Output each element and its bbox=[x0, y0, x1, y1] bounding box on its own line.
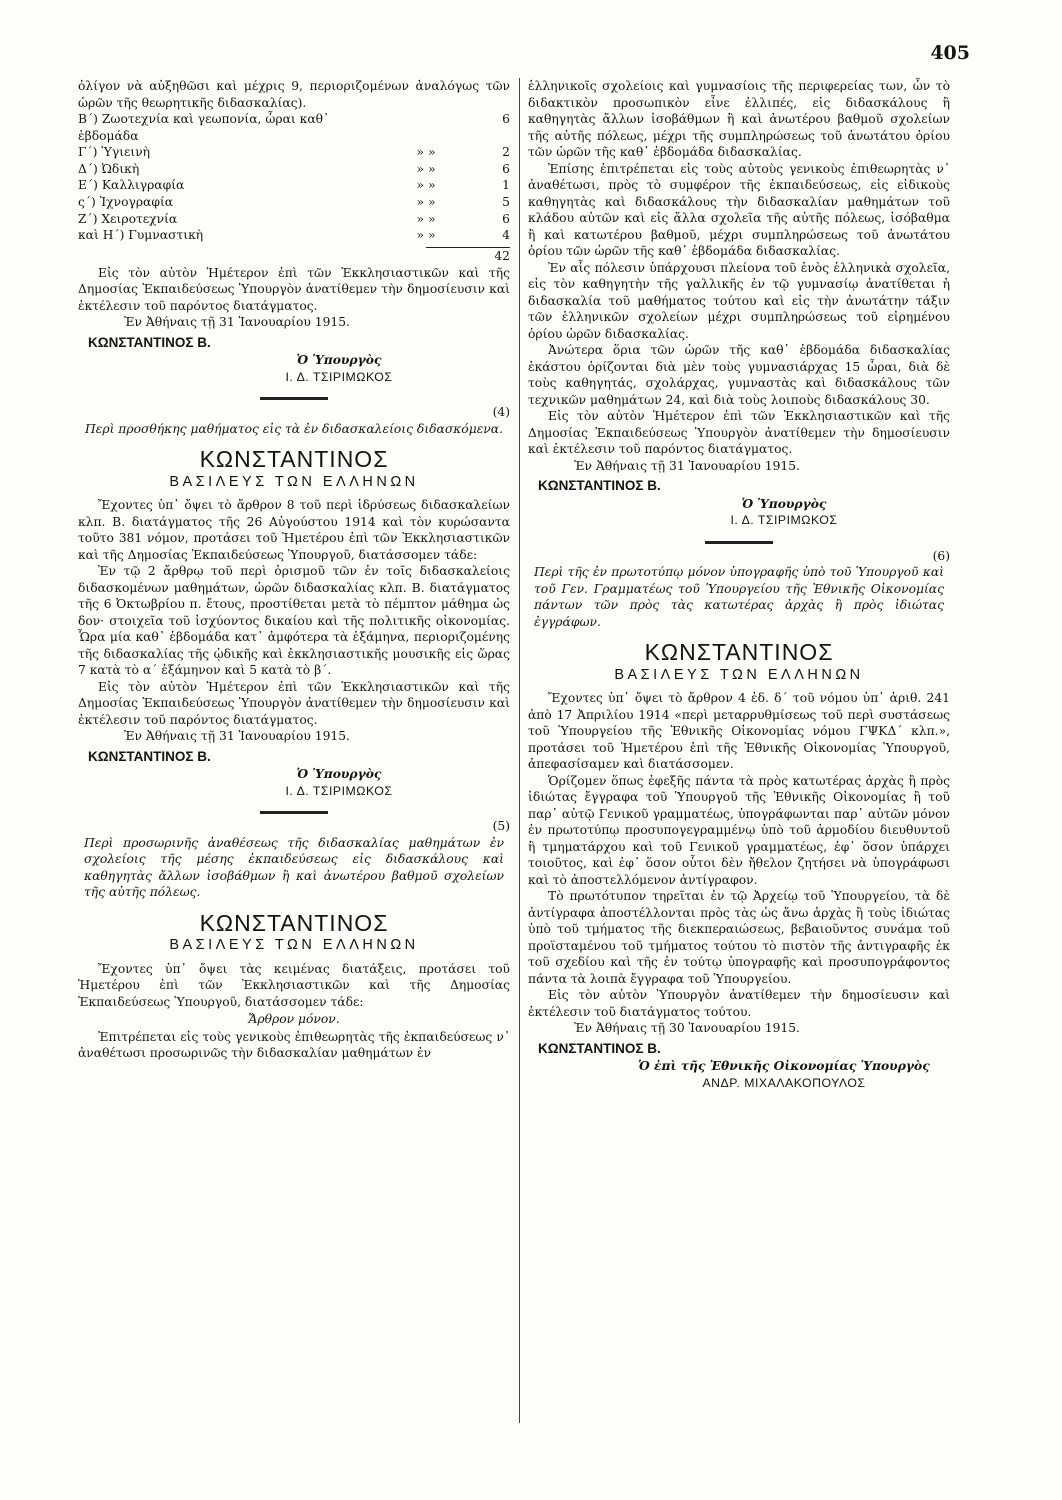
section-divider bbox=[260, 811, 328, 814]
decree-body: Ἀνώτερα ὅρια τῶν ὡρῶν τῆς καθ᾿ ἑβδομάδα διδασκαλίας ἑκάστου ὁρίζονται διὰ μὲν τοὺς γυμνασιάρχας 15 ὧραι, διὰ δὲ τοὺς καθηγητάς, σχολάρχας, γυμναστὰς καὶ διδασκάλους τῶν τεχνικῶν μαθημάτων 24, καὶ διὰ τοὺς λοιποὺς διδασκάλους 30. bbox=[528, 343, 950, 407]
decree-preamble: Ἔχοντες ὑπ᾿ ὄψει τὰς κειμένας διατάξεις, προτάσει τοῦ Ἡμετέρου ἐπὶ τῶν Ἐκκλησιαστικῶν καὶ τῆς Δημοσίας Ἐκπαιδεύσεως Ὑπουργοῦ, διατάσσομεν τάδε: bbox=[78, 961, 510, 1009]
decree-preamble: Ἔχοντες ὑπ᾿ ὄψει τὸ ἄρθρον 4 ἐδ. δ΄ τοῦ νόμου ὑπ᾿ ἀριθ. 241 ἀπὸ 17 Ἀπριλίου 1914 «περὶ μεταρρυθμίσεως τοῦ περὶ συστάσεως τοῦ Ὑπουργείου τῆς Ἐθνικῆς Οἰκονομίας νόμου ΓΨΚΔ΄ κλπ.», προτάσει τοῦ Ἡμετέρου ἐπὶ τῆς Ἐθνικῆς Οἰκονομίας Ὑπουργοῦ, ἀπεφασίσαμεν καὶ διατάσσομεν. bbox=[528, 691, 950, 771]
column-divider bbox=[519, 78, 520, 1423]
decree-body: ἑλληνικοῖς σχολείοις καὶ γυμνασίοις τῆς περιφερείας των, ὧν τὸ διδακτικὸν προσωπικὸν εἶνε ἐλλιπές, εἰς διδασκάλους ἢ καθηγητὰς ἄλλων ἰσοβάθμων ἢ καὶ ἀνωτέρου βαθμοῦ σχολείων τῆς αὐτῆς πόλεως, μέχρι τῆς συμπληρώσεως τοῦ ἀνωτάτου ὁρίου τῶν ὡρῶν τῆς καθ᾿ ἑβδομάδα διδασκαλίας. bbox=[528, 79, 950, 159]
exec-clause: Εἰς τὸν αὐτὸν Ἡμέτερον ἐπὶ τῶν Ἐκκλησιαστικῶν καὶ τῆς Δημοσίας Ἐκπαιδεύσεως Ὑπουργὸν ἀνατίθεμεν τὴν δημοσίευσιν καὶ ἐκτέλεσιν τοῦ παρόντος διατάγματος. bbox=[78, 679, 510, 727]
exec-clause: Εἰς τὸν αὐτὸν Ἡμέτερον ἐπὶ τῶν Ἐκκλησιαστικῶν καὶ τῆς Δημοσίας Ἐκπαιδεύσεως Ὑπουργὸν ἀνατίθεμεν τὴν δημοσίευσιν καὶ ἐκτέλεσιν τοῦ παρόντος διατάγματος. bbox=[78, 265, 510, 313]
intro-text: ὀλίγον νὰ αὐξηθῶσι καὶ μέχρις 9, περιοριζομένων ἀναλόγως τῶν ὡρῶν τῆς θεωρητικῆς διδασκαλίας). bbox=[78, 79, 510, 110]
exec-clause: Εἰς τὸν αὐτὸν Ἡμέτερον ἐπὶ τῶν Ἐκκλησιαστικῶν καὶ τῆς Δημοσίας Ἐκπαιδεύσεως Ὑπουργὸν ἀνατίθεμεν τὴν δημοσίευσιν καὶ ἐκτέλεσιν τοῦ παρόντος διατάγματος. bbox=[528, 409, 950, 456]
decree-date: Ἐν Ἀθήναις τῇ 31 Ἰανουαρίου 1915. bbox=[124, 315, 350, 330]
minister-title: Ὁ Ὑπουργὸς bbox=[296, 352, 382, 368]
decree-date: Ἐν Ἀθήναις τῇ 30 Ἰανουαρίου 1915. bbox=[574, 1021, 800, 1035]
decree-body: Ὁρίζομεν ὅπως ἐφεξῆς πάντα τὰ πρὸς κατωτέρας ἀρχὰς ἢ πρὸς ἰδιώτας ἔγγραφα τοῦ Ὑπουργοῦ τῆς Ἐθνικῆς Οἰκονομίας ἢ τοῦ παρ᾿ αὐτῷ Γενικοῦ γραμματέως, ὑπογράφωνται παρ᾿ αὐτῶν μόνον ἐν πρωτοτύπῳ προσυπογεγραμμένῳ ὑπὸ τοῦ ἁρμοδίου διευθυντοῦ ἢ τμηματάρχου καὶ τοῦ Γενικοῦ γραμματέως, ἐφ᾿ ὅσον ὑπάρχει τοιοῦτος, καὶ ἐφ᾿ ὅσον οὗτοι δὲν ἤθελον ζητήσει νὰ ὑπογράφωσι καὶ τὸ ἀποστελλόμενον ἀντίγραφον. bbox=[528, 773, 950, 887]
decree-title: Περὶ τῆς ἐν πρωτοτύπῳ μόνον ὑπογραφῆς ὑπὸ τοῦ Ὑπουργοῦ καὶ τοῦ Γεν. Γραμματέως τοῦ Ὑπουργείου τῆς Ἐθνικῆς Οἰκονομίας πάντων τῶν πρὸς τὰς κατωτέρας ἀρχὰς ἢ πρὸς ἰδιώτας ἐγγράφων. bbox=[534, 565, 944, 629]
article-label: Ἄρθρον μόνον. bbox=[248, 1012, 340, 1027]
minister-title: Ὁ ἐπὶ τῆς Ἐθνικῆς Οἰκονομίας Ὑπουργὸς bbox=[638, 1058, 930, 1073]
subject-row: Β΄) Ζωοτεχνία καὶ γεωπονία, ὧραι καθ᾿ ἑβδομάδα 6 bbox=[78, 112, 510, 143]
decree-number: (6) bbox=[932, 548, 950, 563]
minister-name: Ι. Δ. ΤΣΙΡΙΜΩΚΟΣ bbox=[285, 369, 393, 384]
decree-preamble: Ἔχοντες ὑπ᾿ ὄψει τὸ ἄρθρον 8 τοῦ περὶ ἱδρύσεως διδασκαλείων κλπ. Β. διατάγματος τῆς 26 Αὐγούστου 1914 καὶ τὸν κυρώσαντα τοῦτο 381 νόμον, προτάσει τοῦ Ἡμετέρου ἐπὶ τῶν Ἐκκλησιαστικῶν καὶ τῆς Δημοσίας Ἐκπαιδεύσεως Ὑπουργοῦ, διατάσσομεν τάδε: bbox=[78, 498, 510, 562]
hours-total: 42 bbox=[494, 248, 510, 263]
subject-row: Δ΄) Ὠδικὴ » » 6 bbox=[78, 161, 510, 176]
king-subtitle: ΒΑΣΙΛΕΥΣ ΤΩΝ ΕΛΛΗΝΩΝ bbox=[614, 666, 864, 683]
king-signature: ΚΩΝΣΤΑΝΤΙΝΟΣ Β. bbox=[538, 1040, 661, 1056]
king-subtitle: ΒΑΣΙΛΕΥΣ ΤΩΝ ΕΛΛΗΝΩΝ bbox=[169, 937, 419, 954]
minister-name: ΑΝΔΡ. ΜΙΧΑΛΑΚΟΠΟΥΛΟΣ bbox=[702, 1075, 866, 1090]
exec-clause: Εἰς τὸν αὐτὸν Ὑπουργὸν ἀνατίθεμεν τὴν δημοσίευσιν καὶ ἐκτέλεσιν τοῦ διατάγματος τούτου. bbox=[528, 988, 950, 1019]
left-column bbox=[78, 78, 510, 1062]
decree-title: Περὶ προσωρινῆς ἀναθέσεως τῆς διδασκαλίας μαθημάτων ἐν σχολείοις τῆς μέσης ἐκπαιδεύσεως εἰς διδασκάλους καὶ καθηγητὰς ἄλλων ἰσοβάθμων ἢ καὶ ἀνωτέρου βαθμοῦ σχολείων τῆς αὐτῆς πόλεως. bbox=[84, 835, 504, 900]
decree-body: Ἐπίσης ἐπιτρέπεται εἰς τοὺς αὐτοὺς γενικοὺς ἐπιθεωρητὰς ν᾿ ἀναθέτωσι, πρὸς τὸ συμφέρον τῆς ἐκπαιδεύσεως, εἰς εἰδικοὺς καθηγητὰς καὶ διδασκάλους τὴν διδασκαλίαν μαθημάτων τοῦ κλάδου αὐτῶν καὶ εἰς ἄλλα σχολεῖα τῆς αὐτῆς πόλεως, ἰσόβαθμα ἢ καὶ κατωτέρου βαθμοῦ, μέχρι συμπληρώσεως τοῦ ἀνωτάτου ὁρίου τῶν ὡρῶν τῆς καθ᾿ ἑβδομάδα διδασκαλίας. bbox=[528, 161, 950, 258]
king-header: ΚΩΝΣΤΑΝΤΙΝΟΣ bbox=[199, 446, 389, 473]
king-subtitle: ΒΑΣΙΛΕΥΣ ΤΩΝ ΕΛΛΗΝΩΝ bbox=[169, 473, 419, 490]
decree-number: (5) bbox=[492, 819, 510, 834]
decree-number: (4) bbox=[492, 405, 510, 420]
right-column bbox=[528, 78, 950, 1091]
subject-row: ς΄) Ἰχνογραφία » » 5 bbox=[78, 194, 510, 209]
decree-title: Περὶ προσθήκης μαθήματος εἰς τὰ ἐν διδασκαλείοις διδασκόμενα. bbox=[85, 421, 503, 436]
decree-body: Ἐν τῷ 2 ἄρθρῳ τοῦ περὶ ὁρισμοῦ τῶν ἐν τοῖς διδασκαλείοις διδασκομένων μαθημάτων, ὡρῶν διδασκαλίας κλπ. Β. διατάγματος τῆς 6 Ὀκτωβρίου π. ἔτους, προστίθεται μετὰ τὸ πέμπτον μάθημα ὡς δον· στοιχεῖα τοῦ ἰσχύοντος δικαίου καὶ τῆς πολιτικῆς οἰκονομίας. Ὧρα μία καθ᾿ ἑβδομάδα κατ᾿ ἀμφότερα τὰ ἑξάμηνα, περιοριζομένης τῆς διδασκαλίας τῆς ᾠδικῆς καὶ ἐκκλησιαστικῆς μουσικῆς εἰς ὥρας 7 κατὰ τὸ α΄ ἑξάμηνον καὶ 5 κατὰ τὸ β΄. bbox=[78, 564, 510, 678]
minister-title: Ὁ Ὑπουργὸς bbox=[296, 766, 382, 782]
subject-row: Γ΄) Ὑγιεινὴ » » 2 bbox=[78, 145, 510, 160]
minister-name: Ι. Δ. ΤΣΙΡΙΜΩΚΟΣ bbox=[730, 513, 838, 527]
decree-body: Τὸ πρωτότυπον τηρεῖται ἐν τῷ Ἀρχείῳ τοῦ Ὑπουργείου, τὰ δὲ ἀντίγραφα ἀποστέλλονται πρὸς τὰς ὡς ἄνω ἀρχὰς ἢ τοὺς ἰδιώτας ὑπὸ τοῦ τμήματος τῆς διεκπεραιώσεως, βεβαιοῦντος συνάμα τοῦ προϊσταμένου τοῦ τμήματος τούτου τὸ πιστὸν τῆς ἀντιγραφῆς ἐκ τοῦ σχεδίου καὶ τῆς ἐν τούτῳ ὑπογραφῆς καὶ προσυπογράφοντος πάντα τὰ λοιπὰ ἔγγραφα τοῦ Ὑπουργείου. bbox=[528, 889, 950, 986]
decree-body: Ἐν αἷς πόλεσιν ὑπάρχουσι πλείονα τοῦ ἑνὸς ἑλληνικὰ σχολεῖα, εἰς τὸν καθηγητὴν τῆς γαλλικῆς ἐν τῷ γυμνασίῳ ἀνατίθεται ἡ διδασκαλία τοῦ μαθήματος τούτου καὶ εἰς τὴν ἀνωτάτην τάξιν τῶν ἑλληνικῶν σχολείων μέχρι συμπληρώσεως τοῦ εἰρημένου ὁρίου ὡρῶν διδασκαλίας. bbox=[528, 260, 950, 341]
king-header: ΚΩΝΣΤΑΝΤΙΝΟΣ bbox=[644, 639, 834, 665]
subject-row: Ζ΄) Χειροτεχνία » » 6 bbox=[78, 211, 510, 226]
decree-date: Ἐν Ἀθήναις τῇ 31 Ἰανουαρίου 1915. bbox=[124, 729, 350, 744]
minister-name: Ι. Δ. ΤΣΙΡΙΜΩΚΟΣ bbox=[285, 783, 393, 798]
subject-list bbox=[78, 111, 510, 265]
section-divider bbox=[705, 541, 773, 544]
decree-body: Ἐπιτρέπεται εἰς τοὺς γενικοὺς ἐπιθεωρητὰς τῆς ἐκπαιδεύσεως ν᾿ ἀναθέτωσι προσωρινῶς τὴν διδασκαλίαν μαθημάτων ἐν bbox=[78, 1029, 510, 1061]
king-signature: ΚΩΝΣΤΑΝΤΙΝΟΣ Β. bbox=[538, 478, 661, 493]
minister-title: Ὁ Ὑπουργὸς bbox=[741, 495, 827, 511]
decree-date: Ἐν Ἀθήναις τῇ 31 Ἰανουαρίου 1915. bbox=[574, 458, 800, 473]
page-number: 405 bbox=[930, 42, 970, 64]
subject-row: καὶ Η΄) Γυμναστικὴ » » 4 bbox=[78, 228, 510, 243]
subject-row: Ε΄) Καλλιγραφία » » 1 bbox=[78, 178, 510, 193]
section-divider bbox=[260, 397, 328, 400]
king-signature: ΚΩΝΣΤΑΝΤΙΝΟΣ Β. bbox=[88, 748, 211, 764]
king-header: ΚΩΝΣΤΑΝΤΙΝΟΣ bbox=[199, 909, 389, 936]
king-signature: ΚΩΝΣΤΑΝΤΙΝΟΣ Β. bbox=[88, 334, 211, 350]
